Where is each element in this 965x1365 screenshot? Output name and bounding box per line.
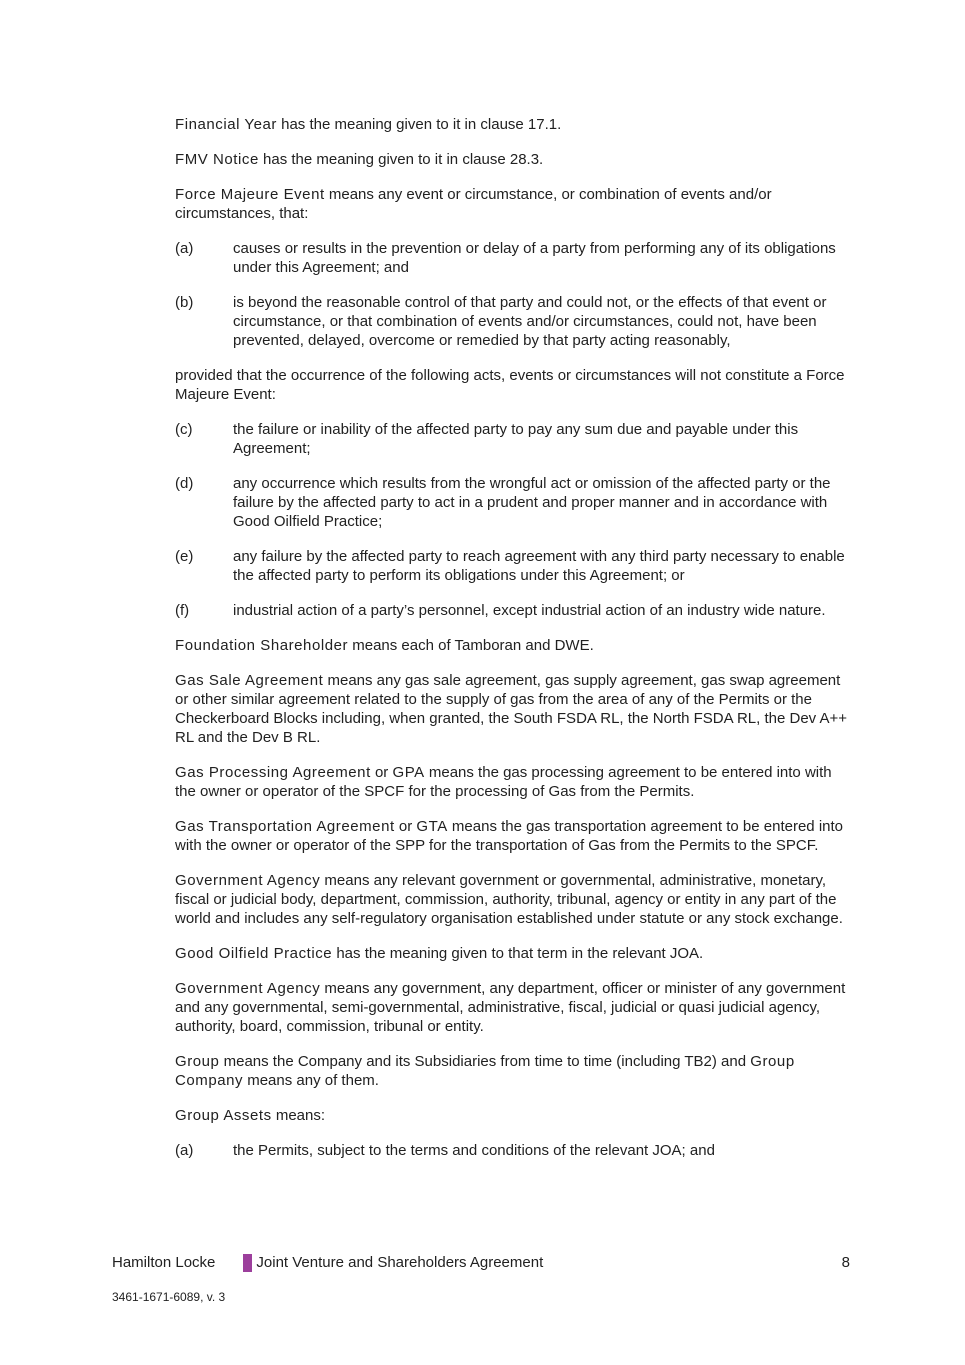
list-item bbox=[175, 293, 848, 350]
paragraph-text: means any of them. bbox=[243, 1072, 379, 1089]
paragraph-text: means any gas sale agreement, gas supply agreement, gas swap agreement or other similar agreement related to the supply of gas from the area of any of the Permits or the Checkerboard Blocks including, when granted, the South FSDA RL, the North FSDA RL, the Dev A++ RL and the Dev B RL. bbox=[175, 672, 848, 746]
list-item bbox=[175, 601, 848, 620]
definition-paragraph bbox=[175, 185, 848, 223]
list-item-text bbox=[233, 547, 848, 585]
definitions-section bbox=[175, 115, 848, 1176]
list-item bbox=[175, 474, 848, 531]
paragraph-text: or bbox=[394, 818, 417, 835]
paragraph-text: means each of Tamboran and DWE. bbox=[348, 637, 594, 654]
paragraph-text: the Permits, subject to the terms and conditions of the relevant JOA; and bbox=[233, 1142, 715, 1159]
paragraph-text: is beyond the reasonable control of that party and could not, or the effects of that event or circumstance, or that combination of events and/or circumstances, could not, have been prevented, delayed, overcome or remedied by that party acting reasonably, bbox=[233, 294, 827, 349]
defined-term: Group Assets bbox=[175, 1107, 272, 1124]
brand-block-icon bbox=[243, 1254, 252, 1272]
defined-term: Gas Sale Agreement bbox=[175, 672, 324, 689]
page-number: 8 bbox=[841, 1254, 850, 1271]
defined-term: Gas Processing Agreement bbox=[175, 764, 371, 781]
list-item-text bbox=[233, 601, 848, 620]
defined-term: Government Agency bbox=[175, 980, 321, 997]
paragraph-text: provided that the occurrence of the following acts, events or circumstances will not constitute a Force Majeure Event: bbox=[175, 367, 845, 403]
defined-term: Government Agency bbox=[175, 872, 321, 889]
definition-paragraph bbox=[175, 979, 848, 1036]
list-marker: (e) bbox=[175, 548, 194, 565]
paragraph-text: means the Company and its Subsidiaries from time to time (including TB2) and bbox=[219, 1053, 751, 1070]
page-footer bbox=[112, 1253, 850, 1272]
defined-term: Good Oilfield Practice bbox=[175, 945, 333, 962]
paragraph-text: means any event or circumstance, or combination of events and/or circumstances, that: bbox=[175, 186, 772, 222]
definition-paragraph bbox=[175, 115, 848, 134]
definition-paragraph bbox=[175, 636, 848, 655]
list-item bbox=[175, 547, 848, 585]
definition-paragraph bbox=[175, 671, 848, 747]
defined-term: Group bbox=[175, 1053, 220, 1070]
defined-term: FMV Notice bbox=[175, 151, 259, 168]
document-id: 3461-1671-6089, v. 3 bbox=[112, 1290, 226, 1304]
list-item-text bbox=[233, 1141, 848, 1160]
list-marker: (a) bbox=[175, 1142, 194, 1159]
list-item-text bbox=[233, 239, 848, 277]
definition-paragraph bbox=[175, 763, 848, 801]
list-marker: (a) bbox=[175, 240, 194, 257]
defined-term: Financial Year bbox=[175, 116, 277, 133]
list-marker: (d) bbox=[175, 475, 194, 492]
definition-paragraph bbox=[175, 150, 848, 169]
paragraph-text: has the meaning given to it in clause 28.3. bbox=[258, 151, 544, 168]
list-item-text bbox=[233, 474, 848, 531]
paragraph-text: any occurrence which results from the wrongful act or omission of the affected party or the failure by the affected party to act in a prudent and proper manner and in accordance with Good Oilfield Practice; bbox=[233, 475, 831, 530]
footer-document-title: Joint Venture and Shareholders Agreement bbox=[256, 1254, 544, 1271]
paragraph-text: has the meaning given to that term in the relevant JOA. bbox=[332, 945, 704, 962]
definition-paragraph bbox=[175, 1106, 848, 1125]
paragraph-text: industrial action of a party’s personnel, except industrial action of an industry wide nature. bbox=[233, 602, 826, 619]
paragraph-text: means: bbox=[271, 1107, 326, 1124]
paragraph-text: means any relevant government or governmental, administrative, monetary, fiscal or judicial body, department, commission, authority, tribunal, agency or entity in any part of the world and includes any self-regulatory organisation established under statute or any stock exchange. bbox=[175, 872, 843, 927]
defined-term: Gas Transportation Agreement bbox=[175, 818, 395, 835]
paragraph-text: any failure by the affected party to reach agreement with any third party necessary to enable the affected party to perform its obligations under this Agreement; or bbox=[233, 548, 845, 584]
paragraph-text: means the gas processing agreement to be entered into with the owner or operator of the SPCF for the processing of Gas from the Permits. bbox=[175, 764, 832, 800]
list-item bbox=[175, 420, 848, 458]
list-item-text bbox=[233, 293, 848, 350]
list-marker: (f) bbox=[175, 602, 190, 619]
paragraph-text: has the meaning given to it in clause 17.1. bbox=[276, 116, 562, 133]
defined-term: Group Company bbox=[175, 1053, 795, 1089]
definition-paragraph bbox=[175, 817, 848, 855]
defined-term: GPA bbox=[392, 764, 425, 781]
defined-term: Foundation Shareholder bbox=[175, 637, 349, 654]
defined-term: Force Majeure Event bbox=[175, 186, 325, 203]
paragraph-text: causes or results in the prevention or delay of a party from performing any of its obligations under this Agreement; and bbox=[233, 240, 836, 276]
list-marker: (c) bbox=[175, 421, 193, 438]
paragraph-text: means any government, any department, officer or minister of any government and any governmental, semi-governmental, administrative, fiscal, judicial or quasi judicial agency, authority, board, commission, tribunal or entity. bbox=[175, 980, 846, 1035]
list-item-text bbox=[233, 420, 848, 458]
paragraph-text: or bbox=[370, 764, 393, 781]
list-item bbox=[175, 1141, 848, 1160]
paragraph-text: means the gas transportation agreement to be entered into with the owner or operator of the SPP for the transportation of Gas from the Permits to the SPCF. bbox=[175, 818, 844, 854]
footer-firm-name: Hamilton Locke bbox=[112, 1254, 216, 1271]
list-marker: (b) bbox=[175, 294, 194, 311]
definition-paragraph bbox=[175, 366, 848, 404]
definition-paragraph bbox=[175, 944, 848, 963]
list-item bbox=[175, 239, 848, 277]
paragraph-text: the failure or inability of the affected party to pay any sum due and payable under this Agreement; bbox=[233, 421, 799, 457]
definition-paragraph bbox=[175, 1052, 848, 1090]
defined-term: GTA bbox=[416, 818, 448, 835]
definition-paragraph bbox=[175, 871, 848, 928]
